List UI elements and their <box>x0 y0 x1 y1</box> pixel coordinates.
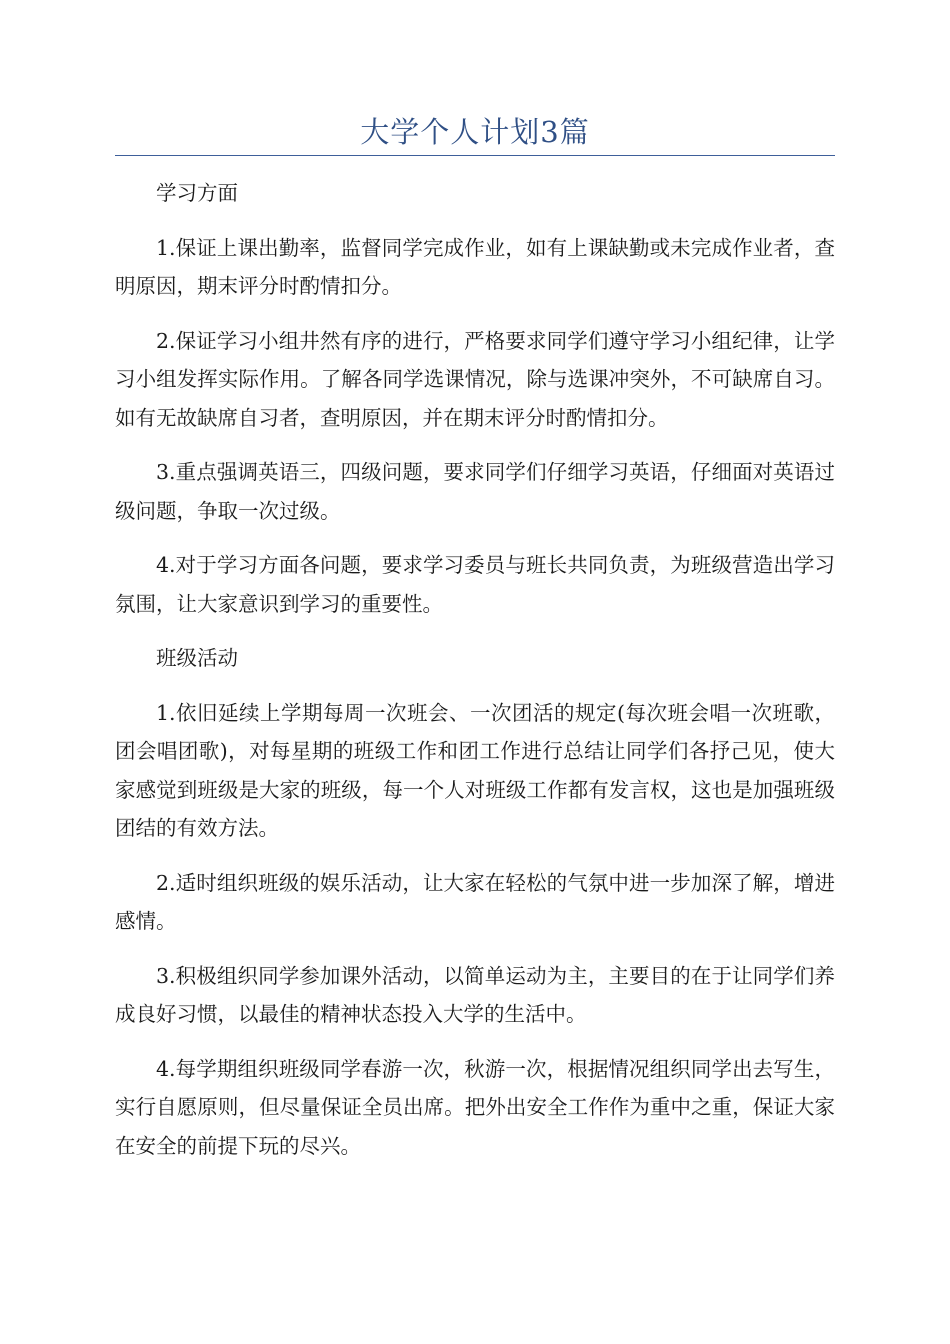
paragraph: 2.适时组织班级的娱乐活动，让大家在轻松的气氛中进一步加深了解，增进感情。 <box>115 870 835 933</box>
paragraph: 2.保证学习小组井然有序的进行，严格要求同学们遵守学习小组纪律，让学习小组发挥实际作用。了解各同学选课情况，除与选课冲突外，不可缺席自习。如有无故缺席自习者，查明原因，并在期末评分时酌情扣分。 <box>115 328 835 430</box>
title-underline <box>115 155 835 156</box>
section-heading-study: 学习方面 <box>156 181 238 205</box>
paragraph: 3.重点强调英语三，四级问题，要求同学们仔细学习英语，仔细面对英语过级问题，争取一次过级。 <box>115 460 835 523</box>
paragraph: 1.保证上课出勤率，监督同学完成作业，如有上课缺勤或未完成作业者，查明原因，期末评分时酌情扣分。 <box>115 235 835 298</box>
document-body <box>115 174 835 1181</box>
paragraph: 4.对于学习方面各问题，要求学习委员与班长共同负责，为班级营造出学习氛围，让大家意识到学习的重要性。 <box>115 553 835 616</box>
document-title: 大学个人计划3篇 <box>360 115 590 149</box>
paragraph: 3.积极组织同学参加课外活动，以简单运动为主，主要目的在于让同学们养成良好习惯，以最佳的精神状态投入大学的生活中。 <box>115 963 835 1026</box>
paragraph: 4.每学期组织班级同学春游一次，秋游一次，根据情况组织同学出去写生，实行自愿原则，但尽量保证全员出席。把外出安全工作作为重中之重，保证大家在安全的前提下玩的尽兴。 <box>115 1056 835 1158</box>
section-heading-class-activities: 班级活动 <box>156 646 238 670</box>
paragraph: 1.依旧延续上学期每周一次班会、一次团活的规定(每次班会唱一次班歌，团会唱团歌)，对每星期的班级工作和团工作进行总结让同学们各抒己见，使大家感觉到班级是大家的班级，每一个人对班级工作都有发言权，这也是加强班级团结的有效方法。 <box>115 700 835 840</box>
